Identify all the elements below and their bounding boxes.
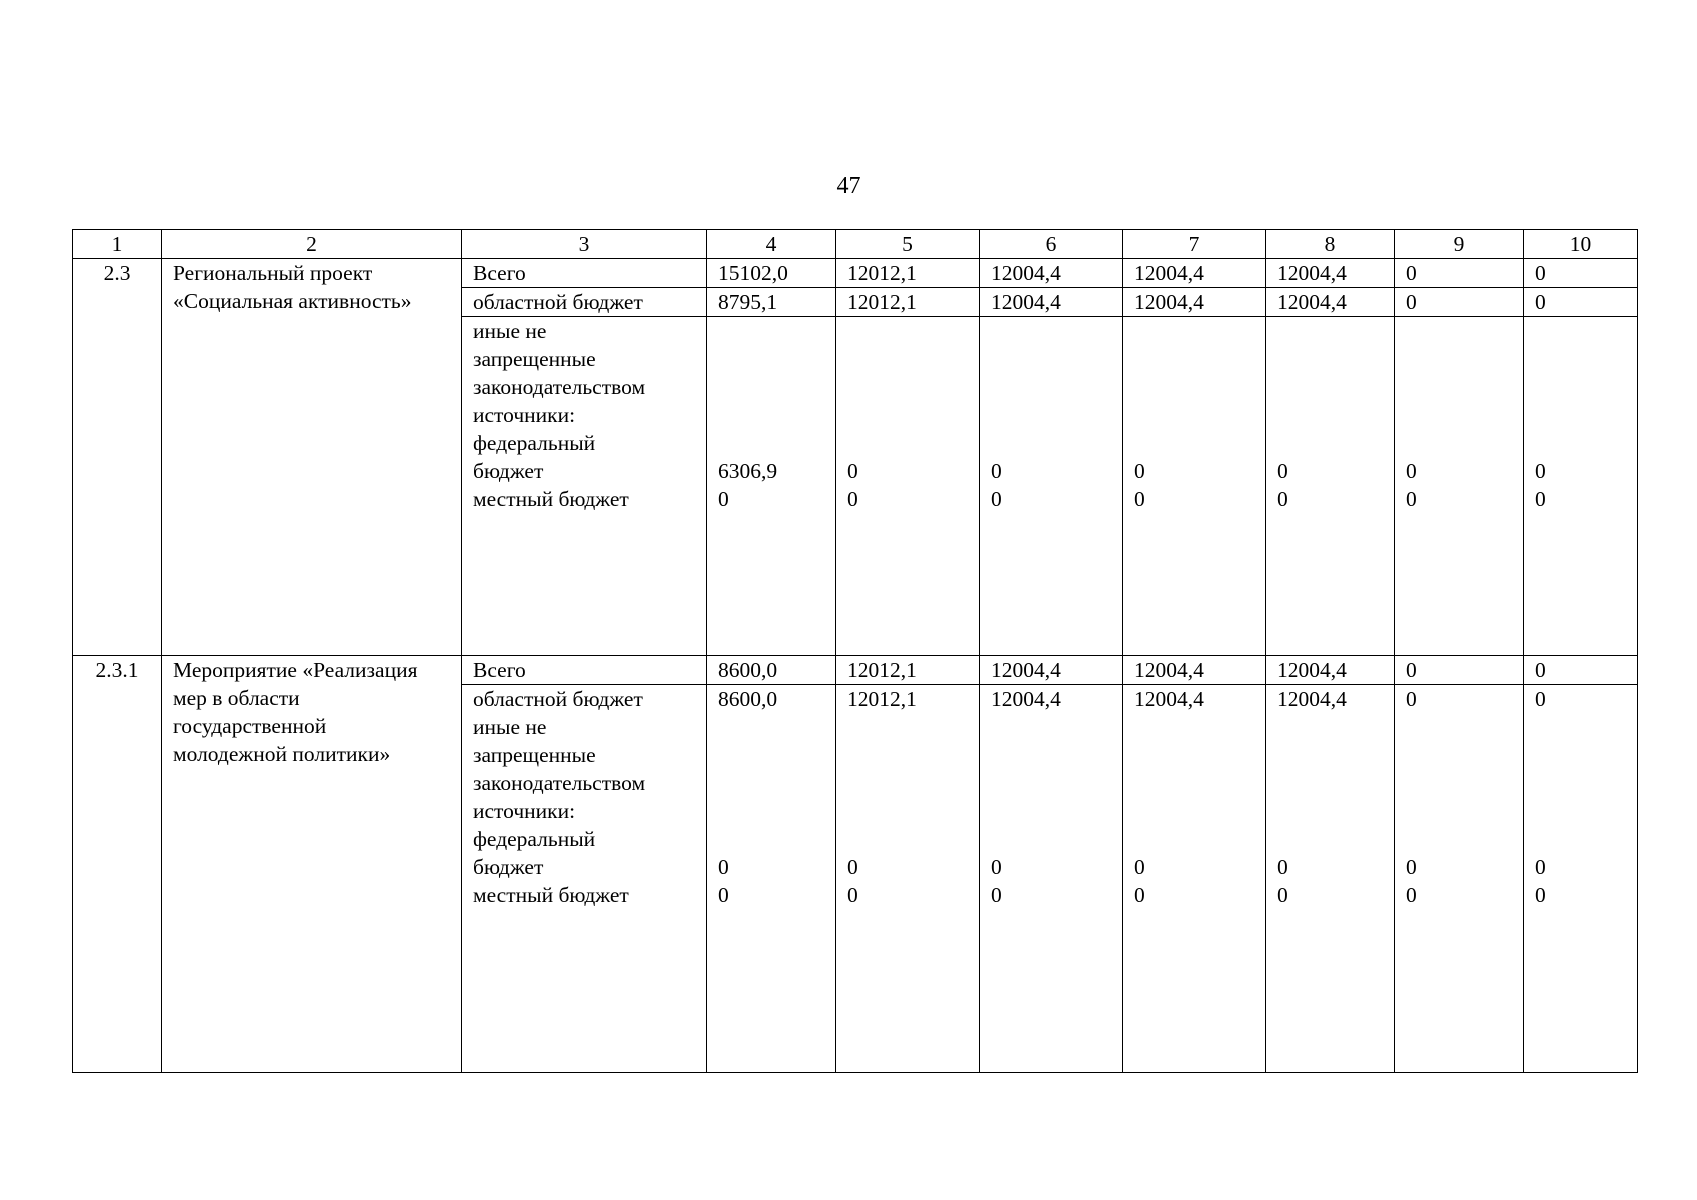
item-name-line: молодежной политики» [173, 742, 391, 767]
source-label-block [462, 317, 707, 656]
column-number-row [73, 230, 1638, 259]
value-cell: 12004,4 [1123, 288, 1266, 317]
column-number: 1 [73, 230, 162, 259]
federal-value: 0 [1406, 459, 1417, 483]
value-cell: 12004,4 [1123, 259, 1266, 288]
source-line: бюджет [473, 855, 544, 880]
value-column [1395, 317, 1524, 656]
item-name-line: мер в области [173, 686, 300, 711]
regional-value: 8600,0 [718, 687, 778, 712]
source-line: иные не [473, 319, 547, 343]
source-line: местный бюджет [473, 883, 629, 908]
column-number: 6 [980, 230, 1123, 259]
source-line: федеральный [473, 431, 596, 455]
item-name-line: Мероприятие «Реализация [173, 658, 418, 683]
column-number: 5 [836, 230, 980, 259]
local-value: 0 [991, 487, 1002, 511]
column-number: 10 [1524, 230, 1638, 259]
local-value: 0 [991, 883, 1002, 908]
source-line: запрещенные [473, 743, 596, 768]
value-cell: 12004,4 [1123, 656, 1266, 685]
regional-value: 12004,4 [1134, 687, 1204, 712]
source-line: источники: [473, 799, 576, 824]
local-value: 0 [847, 487, 858, 511]
federal-value: 0 [991, 855, 1002, 880]
item-name [162, 656, 462, 1073]
value-cell: 0 [1524, 656, 1638, 685]
local-value: 0 [1277, 487, 1288, 511]
source-label: Всего [462, 656, 707, 685]
source-label: Всего [462, 259, 707, 288]
regional-value: 12004,4 [991, 687, 1061, 712]
federal-value: 0 [1134, 855, 1145, 880]
source-line: областной бюджет [473, 687, 643, 712]
column-number: 2 [162, 230, 462, 259]
value-column [1524, 685, 1638, 1073]
value-column [707, 317, 836, 656]
value-column [1266, 317, 1395, 656]
federal-value: 0 [718, 855, 729, 880]
value-column [836, 685, 980, 1073]
item-number: 2.3.1 [73, 656, 162, 1073]
value-column [707, 685, 836, 1073]
value-cell: 12012,1 [836, 656, 980, 685]
local-value: 0 [1406, 487, 1417, 511]
value-column [980, 685, 1123, 1073]
local-value: 0 [1277, 883, 1288, 908]
value-cell: 12004,4 [980, 656, 1123, 685]
source-line: законодательством [473, 375, 646, 399]
value-cell: 12004,4 [1266, 656, 1395, 685]
value-cell: 12012,1 [836, 259, 980, 288]
value-column [980, 317, 1123, 656]
local-value: 0 [847, 883, 858, 908]
value-cell: 12004,4 [980, 259, 1123, 288]
value-column [1266, 685, 1395, 1073]
value-cell: 12004,4 [980, 288, 1123, 317]
source-line: иные не [473, 715, 547, 740]
federal-value: 0 [1535, 459, 1546, 483]
value-cell: 15102,0 [707, 259, 836, 288]
regional-value: 0 [1535, 687, 1546, 712]
federal-value: 0 [991, 459, 1002, 483]
regional-value: 12004,4 [1277, 687, 1347, 712]
value-cell: 0 [1395, 656, 1524, 685]
value-column [1395, 685, 1524, 1073]
source-line: федеральный [473, 827, 596, 852]
value-cell: 12004,4 [1266, 259, 1395, 288]
local-value: 0 [1535, 883, 1546, 908]
table-row [73, 259, 1638, 288]
value-column [1123, 317, 1266, 656]
value-cell: 8600,0 [707, 656, 836, 685]
value-cell: 12004,4 [1266, 288, 1395, 317]
local-value: 0 [1134, 487, 1145, 511]
column-number: 3 [462, 230, 707, 259]
table-row [73, 656, 1638, 685]
budget-table [72, 229, 1638, 1073]
local-value: 0 [718, 487, 729, 511]
source-label: областной бюджет [462, 288, 707, 317]
source-line: местный бюджет [473, 487, 629, 511]
column-number: 9 [1395, 230, 1524, 259]
federal-value: 6306,9 [718, 459, 778, 483]
value-cell: 12012,1 [836, 288, 980, 317]
federal-value: 0 [1277, 855, 1288, 880]
value-cell: 0 [1524, 259, 1638, 288]
local-value: 0 [1406, 883, 1417, 908]
column-number: 8 [1266, 230, 1395, 259]
item-number: 2.3 [73, 259, 162, 656]
local-value: 0 [1134, 883, 1145, 908]
column-number: 4 [707, 230, 836, 259]
value-cell: 0 [1524, 288, 1638, 317]
column-number: 7 [1123, 230, 1266, 259]
item-name: Региональный проект «Социальная активность» [162, 259, 462, 656]
value-column [1524, 317, 1638, 656]
source-line: источники: [473, 403, 576, 427]
source-line: бюджет [473, 459, 544, 483]
item-name-line: государственной [173, 714, 327, 739]
source-label-block [462, 685, 707, 1073]
source-line: законодательством [473, 771, 646, 796]
value-cell: 0 [1395, 288, 1524, 317]
source-line: запрещенные [473, 347, 596, 371]
local-value: 0 [1535, 487, 1546, 511]
federal-value: 0 [1134, 459, 1145, 483]
value-cell: 8795,1 [707, 288, 836, 317]
federal-value: 0 [847, 459, 858, 483]
page-number: 47 [836, 173, 861, 199]
federal-value: 0 [1277, 459, 1288, 483]
value-column [836, 317, 980, 656]
local-value: 0 [718, 883, 729, 908]
value-cell: 0 [1395, 259, 1524, 288]
federal-value: 0 [847, 855, 858, 880]
federal-value: 0 [1535, 855, 1546, 880]
regional-value: 0 [1406, 687, 1417, 712]
regional-value: 12012,1 [847, 687, 917, 712]
value-column [1123, 685, 1266, 1073]
federal-value: 0 [1406, 855, 1417, 880]
